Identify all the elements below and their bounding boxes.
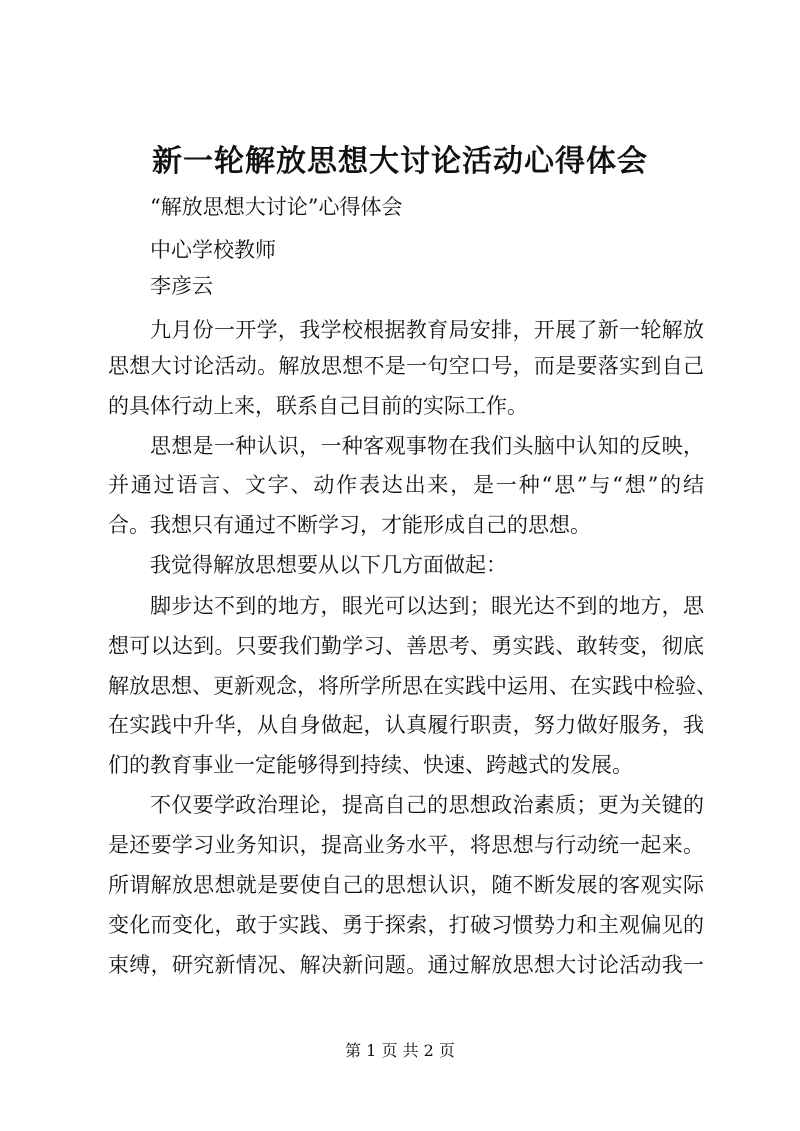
body-line: 思想大讨论活动。解放思想不是一句空口号，而是要落实到自己: [108, 354, 704, 378]
body-line: 的具体行动上来，联系自己目前的实际工作。: [108, 394, 528, 418]
body-line: 束缚，研究新情况、解决新问题。通过解放思想大讨论活动我一: [108, 953, 704, 977]
body-line: 所谓解放思想就是要使自己的思想认识，随不断发展的客观实际: [108, 873, 704, 897]
body-line: 变化而变化，敢于实践、勇于探索，打破习惯势力和主观偏见的: [108, 913, 704, 937]
body-line: 想可以达到。只要我们勤学习、善思考、勇实践、敢转变，彻底: [108, 634, 704, 658]
body-line: 合。我想只有通过不断学习，才能形成自己的思想。: [108, 513, 591, 537]
page-footer: 第 1 页 共 2 页: [345, 1041, 455, 1060]
body-line: 解放思想、更新观念，将所学所思在实践中运用、在实践中检验、: [108, 674, 717, 698]
body-line: 在实践中升华，从自身做起，认真履行职责，努力做好服务，我: [108, 713, 704, 737]
body-line: 是还要学习业务知识，提高业务水平，将思想与行动统一起来。: [108, 833, 704, 857]
body-line: 我觉得解放思想要从以下几方面做起：: [150, 553, 507, 577]
body-line: 们的教育事业一定能够得到持续、快速、跨越式的发展。: [108, 753, 633, 777]
document-title: 新一轮解放思想大讨论活动心得体会: [152, 144, 648, 179]
body-line: 脚步达不到的地方，眼光可以达到；眼光达不到的地方，思: [150, 594, 704, 618]
author-affiliation: 中心学校教师: [150, 238, 276, 262]
body-line: 九月份一开学，我学校根据教育局安排，开展了新一轮解放: [150, 318, 704, 342]
body-line: 思想是一种认识，一种客观事物在我们头脑中认知的反映，: [150, 434, 704, 458]
subtitle-line: “解放思想大讨论”心得体会: [150, 195, 403, 219]
body-line: 不仅要学政治理论，提高自己的思想政治素质；更为关键的: [150, 793, 704, 817]
body-line: 并通过语言、文字、动作表达出来，是一种“思”与“想”的结: [108, 473, 704, 497]
author-name: 李彦云: [150, 274, 213, 298]
